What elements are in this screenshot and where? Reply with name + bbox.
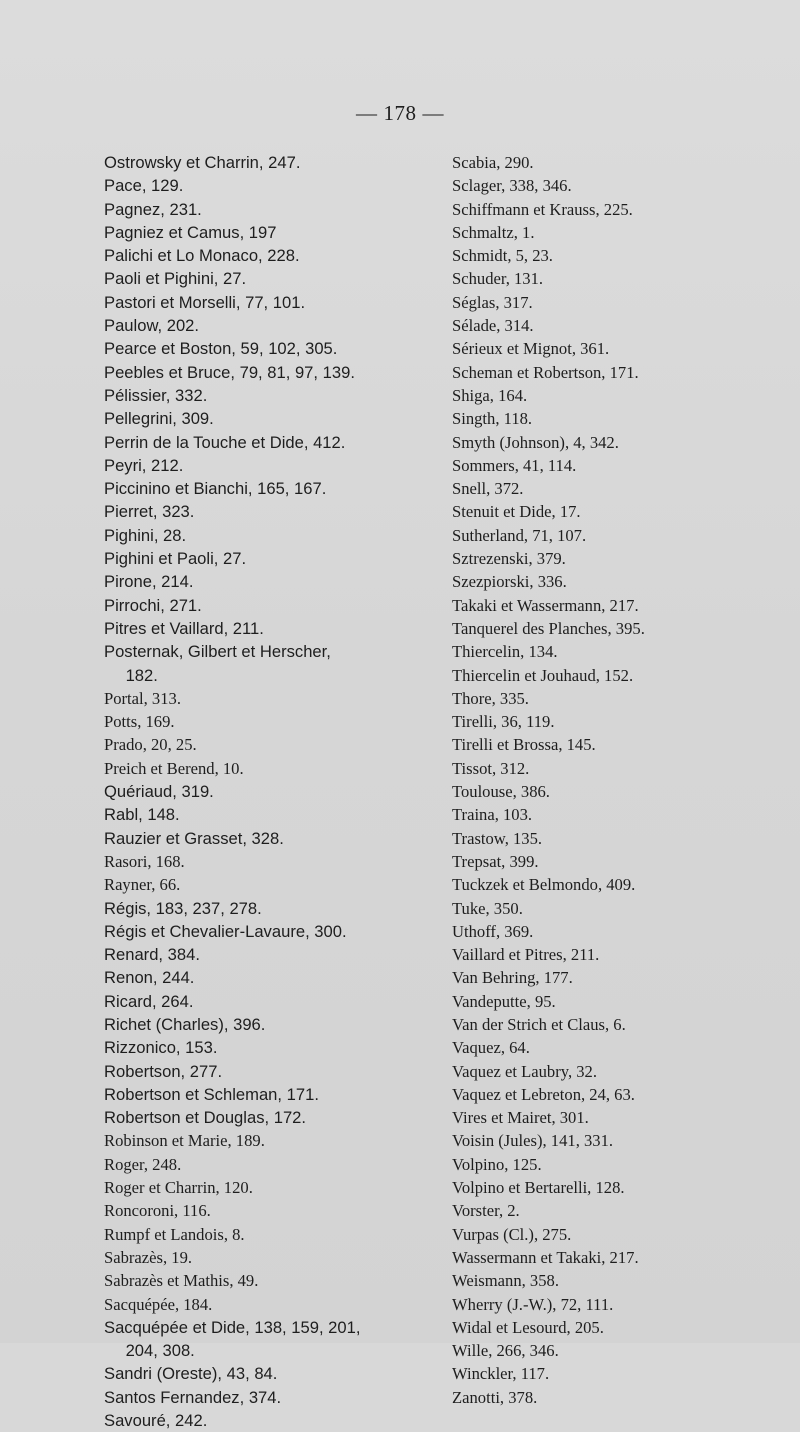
index-entry: Sztrezenski, 379. — [452, 549, 566, 569]
index-entry: Ostrowsky et Charrin, 247. — [104, 153, 301, 172]
index-entry: Tanquerel des Planches, 395. — [452, 618, 645, 638]
index-entry: Sclager, 338, 346. — [452, 176, 572, 196]
index-entry: Sabrazès, 19. — [104, 1247, 193, 1267]
index-entry: Thiercelin, 134. — [452, 642, 558, 662]
index-entry: Portal, 313. — [104, 688, 181, 708]
index-entry: Roger et Charrin, 120. — [104, 1178, 253, 1198]
index-entry: Takaki et Wassermann, 217. — [452, 595, 639, 615]
index-entry: Pearce et Boston, 59, 102, 305. — [104, 339, 338, 359]
index-entry: Smyth (Johnson), 4, 342. — [452, 432, 619, 452]
index-entry: Toulouse, 386. — [452, 782, 550, 802]
index-entry: Séglas, 317. — [452, 292, 533, 312]
index-entry: Robertson et Schleman, 171. — [104, 1084, 319, 1104]
index-entry: Potts, 169. — [104, 712, 175, 732]
index-entry: 182. — [125, 665, 158, 685]
index-entry: Paoli et Pighini, 27. — [104, 269, 247, 289]
index-entry: Prado, 20, 25. — [104, 735, 197, 755]
index-entry: Renon, 244. — [104, 968, 195, 988]
page-number-dash-right: — — [422, 101, 444, 125]
index-entry: Régis et Chevalier-Lavaure, 300. — [104, 921, 347, 941]
index-entry: Szezpiorski, 336. — [452, 572, 567, 592]
index-entry: Rizzonico, 153. — [104, 1038, 218, 1058]
index-entry: Roger, 248. — [104, 1154, 182, 1174]
index-entry: Preich et Berend, 10. — [104, 758, 244, 778]
index-entry: Thore, 335. — [452, 688, 529, 708]
index-entry: Trepsat, 399. — [452, 851, 539, 871]
index-entry: Ricard, 264. — [104, 991, 194, 1011]
index-entry: Sérieux et Mignot, 361. — [452, 339, 610, 359]
index-entry: Scabia, 290. — [452, 153, 534, 172]
index-entry: Vorster, 2. — [452, 1201, 520, 1221]
index-entry: Pagniez et Camus, 197 — [104, 222, 277, 242]
index-entry: Pace, 129. — [104, 176, 184, 196]
index-entry: Rasori, 168. — [104, 851, 185, 871]
page-number — [0, 101, 800, 126]
index-entry: Sutherland, 71, 107. — [452, 525, 587, 545]
index-entry: Zanotti, 378. — [452, 1387, 538, 1407]
index-entry: Rabl, 148. — [104, 805, 180, 825]
page-number-dash-left: — — [356, 101, 378, 125]
index-entry: Sacquépée et Dide, 138, 159, 201, — [104, 1317, 361, 1337]
index-entry: Vurpas (Cl.), 275. — [452, 1224, 572, 1244]
index-entry: Sacquépée, 184. — [104, 1294, 213, 1314]
index-entry: Pighini et Paoli, 27. — [104, 549, 247, 569]
index-entry: Vandeputte, 95. — [452, 991, 556, 1011]
index-entry: Tirelli et Brossa, 145. — [452, 735, 596, 755]
index-entry: Robinson et Marie, 189. — [104, 1131, 265, 1151]
index-entry: Winckler, 117. — [452, 1364, 550, 1384]
index-entry: Savouré, 242. — [104, 1411, 208, 1431]
index-entry: Tissot, 312. — [452, 758, 530, 778]
index-entry: Pighini, 28. — [104, 525, 187, 545]
index-entry: Singth, 118. — [452, 409, 533, 429]
index-entry: Paulow, 202. — [104, 316, 200, 336]
index-entry: Rauzier et Grasset, 328. — [104, 828, 284, 848]
index-entry: Perrin de la Touche et Dide, 412. — [104, 432, 346, 452]
index-entry: Piccinino et Bianchi, 165, 167. — [104, 479, 327, 499]
index-entry: 204, 308. — [125, 1341, 195, 1361]
index-entry: Van Behring, 177. — [452, 968, 573, 988]
index-entry: Rumpf et Landois, 8. — [104, 1224, 245, 1244]
index-entry: Vaquez et Lebreton, 24, 63. — [452, 1084, 635, 1104]
index-entry: Tuckzek et Belmondo, 409. — [452, 875, 636, 895]
index-entry: Pélissier, 332. — [104, 385, 208, 405]
index-entry: Wherry (J.-W.), 72, 111. — [452, 1294, 614, 1314]
index-entry: Vaquez, 64. — [452, 1038, 530, 1058]
index-entry: Roncoroni, 116. — [104, 1201, 211, 1221]
index-entry: Richet (Charles), 396. — [104, 1014, 266, 1034]
index-entry: Santos Fernandez, 374. — [104, 1387, 282, 1407]
index-entry: Renard, 384. — [104, 945, 200, 965]
index-entry: Pirone, 214. — [104, 572, 194, 592]
index-entry: Pitres et Vaillard, 211. — [104, 618, 264, 638]
index-entry: Robertson et Douglas, 172. — [104, 1108, 307, 1128]
index-entry: Sommers, 41, 114. — [452, 455, 577, 475]
index-entry: Peyri, 212. — [104, 455, 184, 475]
index-entry: Schmaltz, 1. — [452, 222, 535, 242]
index-entry: Trastow, 135. — [452, 828, 543, 848]
index-entry: Volpino, 125. — [452, 1154, 542, 1174]
index-entry: Tirelli, 36, 119. — [452, 712, 555, 732]
index-column-left — [104, 151, 434, 1432]
index-entry: Tuke, 350. — [452, 898, 523, 918]
index-entry: Vires et Mairet, 301. — [452, 1108, 589, 1128]
index-entry: Schuder, 131. — [452, 269, 544, 289]
index-entry: Schmidt, 5, 23. — [452, 246, 553, 266]
index-entry: Rayner, 66. — [104, 875, 181, 895]
index-entry: Voisin (Jules), 141, 331. — [452, 1131, 614, 1151]
index-entry: Régis, 183, 237, 278. — [104, 898, 262, 918]
index-entry: Schiffmann et Krauss, 225. — [452, 199, 633, 219]
index-entry: Stenuit et Dide, 17. — [452, 502, 581, 522]
index-entry: Posternak, Gilbert et Herscher, — [104, 642, 331, 662]
index-entry: Widal et Lesourd, 205. — [452, 1317, 604, 1337]
index-entry: Pierret, 323. — [104, 502, 195, 522]
index-entry: Pagnez, 231. — [104, 199, 202, 219]
index-entry: Wassermann et Takaki, 217. — [452, 1247, 639, 1267]
index-entry: Snell, 372. — [452, 479, 524, 499]
index-entry: Sabrazès et Mathis, 49. — [104, 1271, 259, 1291]
index-entry: Traina, 103. — [452, 805, 533, 825]
index-entry: Van der Strich et Claus, 6. — [452, 1014, 626, 1034]
index-entry: Uthoff, 369. — [452, 921, 534, 941]
index-entry: Pellegrini, 309. — [104, 409, 214, 429]
index-entry: Thiercelin et Jouhaud, 152. — [452, 665, 634, 685]
index-entry: Wille, 266, 346. — [452, 1341, 559, 1361]
index-entry: Sandri (Oreste), 43, 84. — [104, 1364, 278, 1384]
index-entry: Palichi et Lo Monaco, 228. — [104, 246, 300, 266]
index-entry: Weismann, 358. — [452, 1271, 559, 1291]
index-entry: Peebles et Bruce, 79, 81, 97, 139. — [104, 362, 355, 382]
index-entry: Vaquez et Laubry, 32. — [452, 1061, 597, 1081]
index-entry: Quériaud, 319. — [104, 782, 214, 802]
page-number-value: 178 — [383, 101, 417, 125]
index-entry: Sélade, 314. — [452, 316, 534, 336]
index-entry: Shiga, 164. — [452, 385, 528, 405]
index-entry: Scheman et Robertson, 171. — [452, 362, 639, 382]
index-column-right — [452, 151, 748, 1409]
index-entry: Pirrochi, 271. — [104, 595, 202, 615]
index-entry: Volpino et Bertarelli, 128. — [452, 1178, 625, 1198]
index-entry: Robertson, 277. — [104, 1061, 223, 1081]
index-entry: Pastori et Morselli, 77, 101. — [104, 292, 306, 312]
index-entry: Vaillard et Pitres, 211. — [452, 945, 600, 965]
